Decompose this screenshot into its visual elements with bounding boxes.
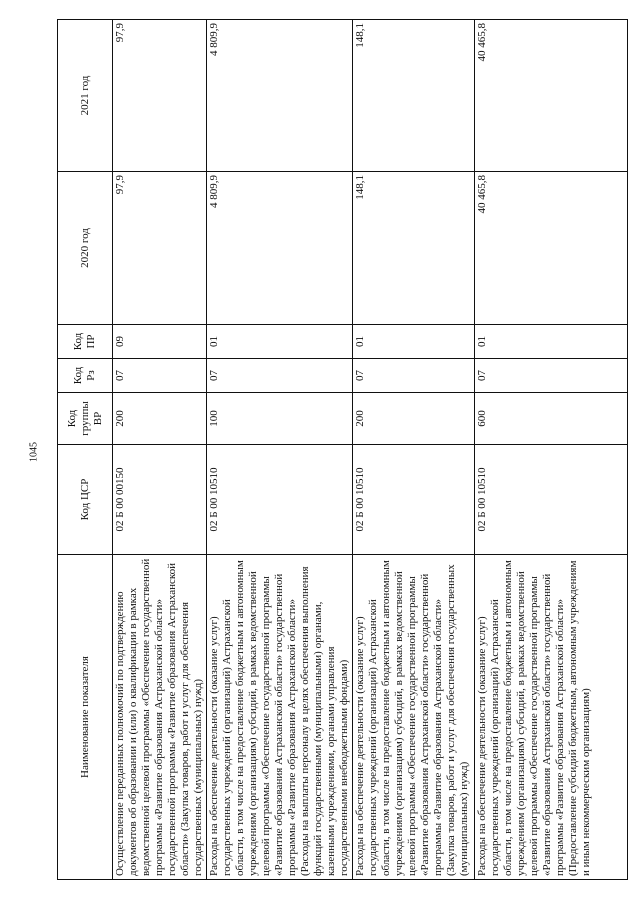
cell-value-2021: 4 809,9 <box>207 20 353 172</box>
cell-name: Расходы на обеспечение деятельности (оказание услуг) государственных учреждений (организаций) Астраханской области, в том числе на предоставление бюджетным и автономным учреждениям (организациям) субсидий, в рамках ведомственной целевой программы «Обеспечение государственной программы «Развитие образования Астраханской области» государственной программы «Развитие образования Астраханской области» (Расходы на выплаты персоналу в целях обеспечения выполнения функций государственными (муниципальными) органами, казенными учреждениями, органами управления государственными внебюджетными фондами) <box>207 555 353 880</box>
header-pr-code: Код ПР <box>58 325 113 359</box>
cell-value-2020: 4 809,9 <box>207 172 353 325</box>
cell-vr-code: 200 <box>113 393 207 445</box>
cell-pr-code: 01 <box>207 325 353 359</box>
cell-pr-code: 01 <box>475 325 628 359</box>
cell-csr-code: 02 Б 00 10510 <box>475 445 628 555</box>
table-row <box>113 20 207 880</box>
table-row <box>353 20 475 880</box>
budget-table <box>57 19 628 880</box>
header-year-2021: 2021 год <box>58 20 113 172</box>
cell-rz-code: 07 <box>475 359 628 393</box>
cell-value-2021: 40 465,8 <box>475 20 628 172</box>
cell-vr-code: 100 <box>207 393 353 445</box>
cell-pr-code: 01 <box>353 325 475 359</box>
table-row <box>207 20 353 880</box>
table-row <box>475 20 628 880</box>
cell-value-2020: 40 465,8 <box>475 172 628 325</box>
cell-csr-code: 02 Б 00 10510 <box>353 445 475 555</box>
cell-csr-code: 02 Б 00 00150 <box>113 445 207 555</box>
cell-name: Расходы на обеспечение деятельности (оказание услуг) государственных учреждений (организаций) Астраханской области, в том числе на предоставление бюджетным и автономным учреждениям (организациям) субсидий, в рамках ведомственной целевой программы «Обеспечение государственной программы «Развитие образования Астраханской области» государственной программы «Развитие образования Астраханской области» (Закупка товаров, работ и услуг для обеспечения государственных (муниципальных) нужд) <box>353 555 475 880</box>
cell-vr-code: 600 <box>475 393 628 445</box>
cell-rz-code: 07 <box>353 359 475 393</box>
header-name: Наименование показателя <box>58 555 113 880</box>
cell-name: Осуществление переданных полномочий по подтверждению документов об образовании и (или) о квалификации в рамках ведомственной целевой программы «Обеспечение государственной программы «Развитие образования Астраханской области» государственной программы «Развитие образования Астраханской области» (Закупка товаров, работ и услуг для обеспечения государственных (муниципальных) нужд) <box>113 555 207 880</box>
cell-name: Расходы на обеспечение деятельности (оказание услуг) государственных учреждений (организаций) Астраханской области, в том числе на предоставление бюджетным и автономным учреждениям (организациям) субсидий, в рамках ведомственной целевой программы «Обеспечение государственной программы «Развитие образования Астраханской области» государственной программы «Развитие образования Астраханской области» (Предоставление субсидий бюджетным, автономным учреждениям и иным некоммерческим организациям) <box>475 555 628 880</box>
rotated-page <box>57 20 612 880</box>
header-csr-code: Код ЦСР <box>58 445 113 555</box>
cell-csr-code: 02 Б 00 10510 <box>207 445 353 555</box>
cell-vr-code: 200 <box>353 393 475 445</box>
cell-value-2021: 97,9 <box>113 20 207 172</box>
header-rz-code: Код Рз <box>58 359 113 393</box>
page-number: 1045 <box>28 442 40 462</box>
table-header-row <box>58 20 113 880</box>
cell-value-2020: 148,1 <box>353 172 475 325</box>
cell-rz-code: 07 <box>113 359 207 393</box>
cell-pr-code: 09 <box>113 325 207 359</box>
header-vr-code: Код группы ВР <box>58 393 113 445</box>
cell-rz-code: 07 <box>207 359 353 393</box>
cell-value-2021: 148,1 <box>353 20 475 172</box>
cell-value-2020: 97,9 <box>113 172 207 325</box>
header-year-2020: 2020 год <box>58 172 113 325</box>
